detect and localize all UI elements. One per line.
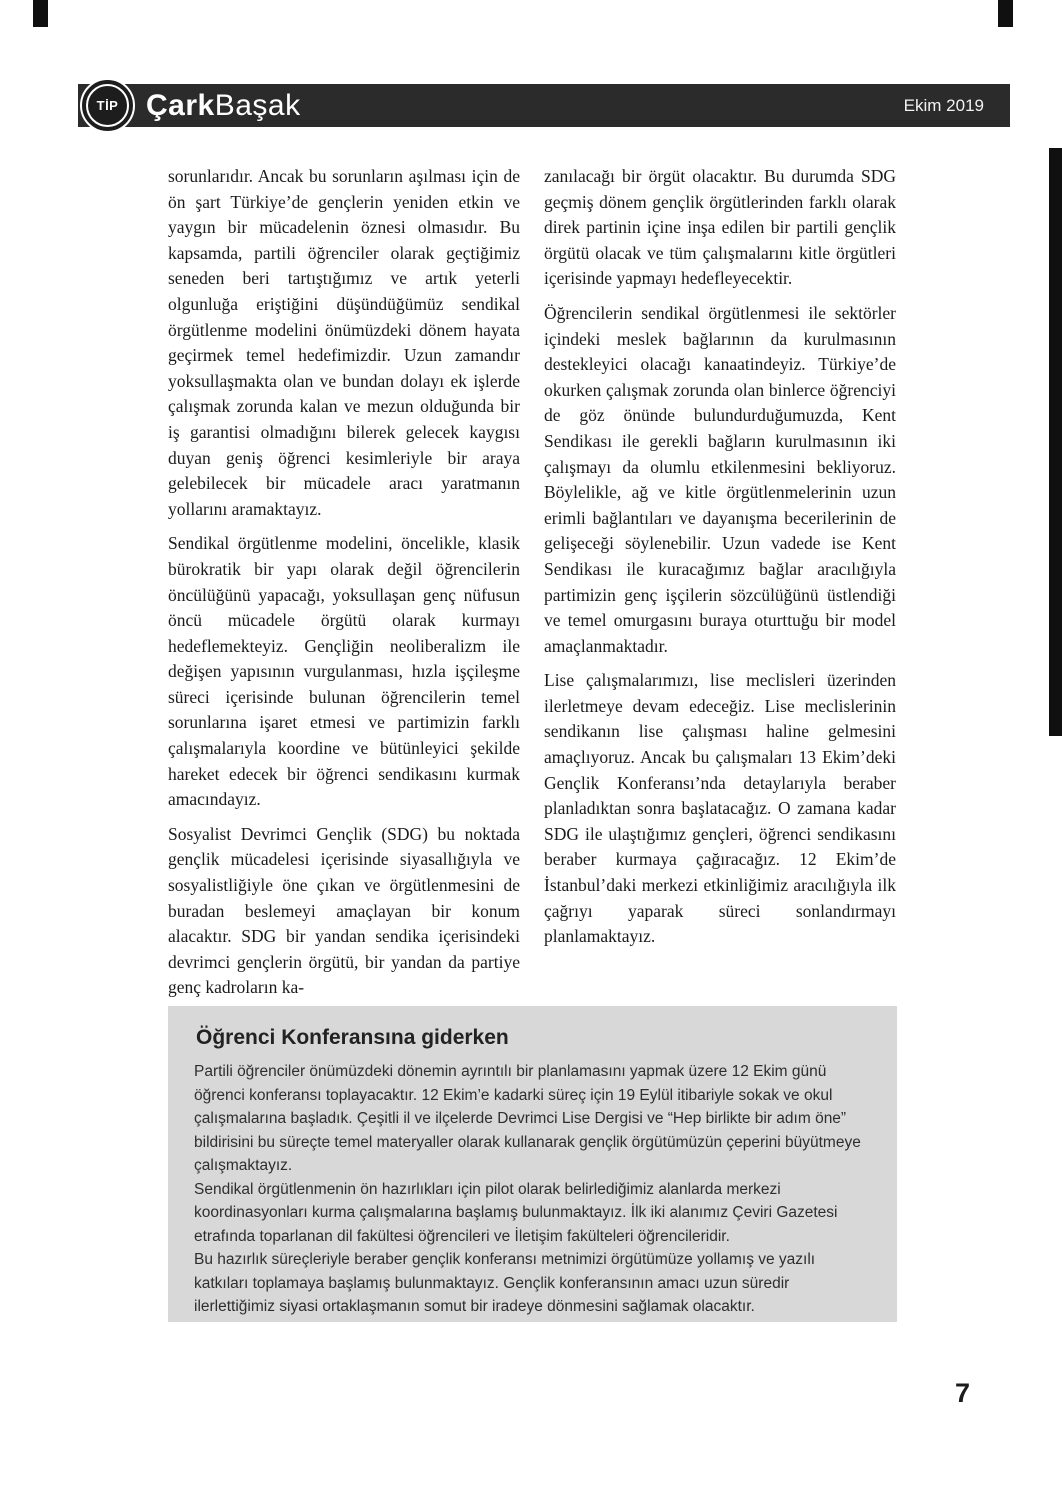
paragraph: zanılacağı bir örgüt olacaktır. Bu durumda SDG geçmiş dönem gençlik örgütlerinden farklı olarak direk partinin içine inşa edilen bir partili gençlik örgütü olacak ve tüm çalışmalarını kitle örgütleri içerisinde yapmayı hedefleyecektir. <box>544 166 896 289</box>
crop-mark-left <box>33 0 48 27</box>
info-box-title: Öğrenci Konferansına giderken <box>196 1026 509 1049</box>
paragraph: Sendikal örgütlenme modelini, öncelikle, klasik bürokratik bir yapı olarak değil öğrencilerin öncülüğünü yapacağı, yoksullaşan genç nüfusun öncü mücadele örgütü olarak kurmayı hedeflemekteyiz. Gençliğin neoliberalizm ile değişen yapısının vurgulanması, hızla işçileşme süreci içerisinde bulunan öğrencilerin temel sorunlarına işaret etmesi ve partimizin farklı çalışmalarıyla koordine ve bütünleyici şekilde hareket edecek bir öğrenci sendikasını kurmak amacındayız. <box>168 533 520 810</box>
info-box-paragraph: Sendikal örgütlenmenin ön hazırlıkları için pilot olarak belirlediğimiz alanlarda merkezi koordinasyonları kurma çalışmalarına başlamış bulunmaktayız. İlk iki alanımız Çeviri Gazetesi etrafında toparlanan dil fakültesi öğrencileri ve İletişim fakülteleri öğrencileridir. <box>194 1180 838 1245</box>
info-box-paragraph: Bu hazırlık süreçleriyle beraber gençlik konferansı metnimizi örgütümüze yollamış ve yazılı katkıları toplamaya başlamış bulunmaktayız. Gençlik konferansının amacı uzun süredir ilerlettiğimiz siyasi ortaklaşmanın somut bir iradeye dönmesini sağlamak olacaktır. <box>194 1251 816 1315</box>
publication-title <box>146 88 301 122</box>
paragraph: Öğrencilerin sendikal örgütlenmesi ile sektörler içindeki meslek bağlarının da kurulmasının destekleyici olacağı kanaatindeyiz. Türkiye’de okurken çalışmak zorunda olan binlerce öğrenciyi de göz önünde bulundurduğumuzda, Kent Sendikası ile gerekli bağların kurulmasının iki çalışmayı da olumlu etkilenmesini bekliyoruz. Böylelikle, ağ ve kitle örgütlenmelerinin uzun erimli bağlantıları ve dayanışma becerilerinin de gelişeceği söylenebilir. Uzun vadede ise Kent Sendikası ile kuracağımız bağlar aracılığıyla partimizin genç işçilerin sözcülüğünü üstlendiği ve temel omurgasını buraya oturttuğu bir model amaçlanmaktadır. <box>544 302 896 656</box>
paragraph: sorunlarıdır. Ancak bu sorunların aşılması için de ön şart Türkiye’de gençlerin yeniden etkin ve yaygın bir mücadelenin öznesi olmasıdır. Bu kapsamda, partili öğrenciler olarak geçtiğimiz seneden beri tartıştığımız ve artık yeterli olgunluğa eriştiğini düşündüğümüz sendikal örgütlenme modelini önümüzdeki dönem hayata geçirmek temel hedefimizdir. Uzun zamandır yoksullaşmakta olan ve bundan dolayı ek işlerde çalışmak zorunda kalan ve mezun olduğunda bir iş garantisi olmadığını bilerek gelecek kaygısı duyan geniş öğrenci kesimleriyle bir araya gelebilecek bir mücadele aracı yaratmanın yollarını aramaktayız. <box>168 166 520 519</box>
masthead <box>78 84 1010 127</box>
publication-title-light: Başak <box>214 88 301 122</box>
article-column-left <box>168 164 520 1010</box>
paragraph: Sosyalist Devrimci Gençlik (SDG) bu noktada gençlik mücadelesi içerisinde siyasallığıyla ve sosyalistliğiyle öne çıkan ve örgütlenmesini de buradan beslemeyi amaçlayan bir konum alacaktır. SDG bir yandan sendika içerisindeki devrimci gençlerin örgütü, bir yandan da partiye genç kadroların ka- <box>168 823 520 998</box>
issue-date: Ekim 2019 <box>903 95 984 115</box>
article-body <box>168 164 897 1010</box>
page-number: 7 <box>955 1378 971 1408</box>
paragraph: Lise çalışmalarımızı, lise meclisleri üzerinden ilerletmeye devam edeceğiz. Lise meclislerinin sendikanın lise çalışması haline gelmesini amaçlıyoruz. Ancak bu çalışmaları 13 Ekim’deki Gençlik Konferansı’nda detaylarıyla beraber planladıktan sonra başlatacağız. O zamana kadar SDG ile ulaştığımız gençleri, öğrenci sendikasını beraber kurmaya çağıracağız. 12 Ekim’de İstanbul’daki merkezi etkinliğimiz aracılığıyla ilk çağrıyı yaparak süreci sonlandırmayı planlamaktayız. <box>544 670 896 947</box>
tip-party-logo-icon <box>80 78 135 133</box>
crop-mark-right <box>998 0 1013 27</box>
conference-info-box <box>168 1006 897 1322</box>
article-column-right <box>544 164 896 1010</box>
info-box-paragraph: Partili öğrenciler önümüzdeki dönemin ayrıntılı bir planlamasını yapmak üzere 12 Ekim günü öğrenci konferansı toplayacaktır. 12 Ekim’e kadarki süreç için 19 Eylül itibariyle sokak ve okul çalışmalarına başladık. Çeşitli il ve ilçelerde Devrimci Lise Dergisi ve “Hep birlikte bir adım öne” bildirisini bu süreçte temel materyaller olarak kullanarak gençlik örgütümüzün çeperini büyütmeye çalışmaktayız. <box>194 1063 861 1174</box>
publication-title-bold: Çark <box>146 88 215 122</box>
right-edge-bar <box>1049 148 1062 736</box>
logo-text: TİP <box>86 84 129 127</box>
